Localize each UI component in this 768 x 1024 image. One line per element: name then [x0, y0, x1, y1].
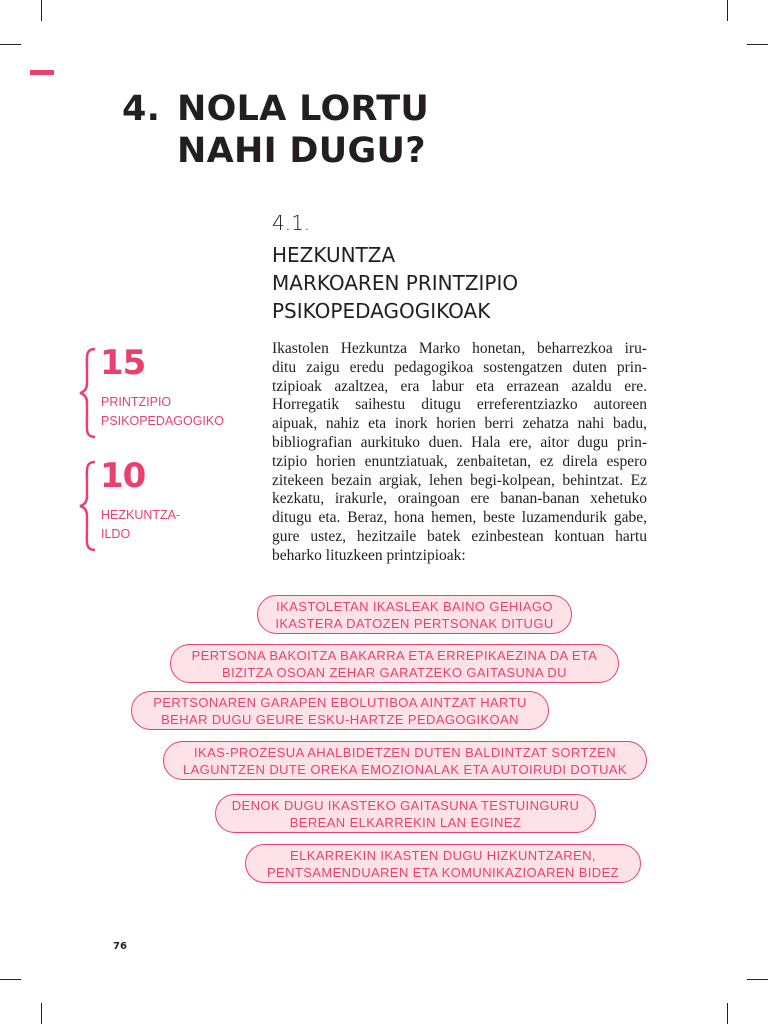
body-line: Horregatik saihestu ditugu erreferentziazko autoreen — [272, 396, 647, 414]
body-line: Ikastolen Hezkuntza Marko honetan, beharrezkoa iru- — [272, 340, 647, 357]
chapter-title-line1: NOLA LORTU — [177, 89, 430, 129]
body-line: gure ustez, hezitzaile batek ezinbestean kontuan hartu — [272, 527, 647, 545]
crop-mark — [727, 1003, 728, 1024]
stat-label-line: HEZKUNTZA- — [101, 508, 181, 522]
pill-line: IKASTERA DATOZEN PERTSONAK DITUGU — [275, 615, 554, 631]
body-line: bibliografian aurkituko duen. Hala ere, aitor dugu prin- — [272, 433, 647, 451]
section-title — [272, 241, 518, 325]
body-paragraph — [272, 340, 647, 566]
crop-mark — [41, 0, 42, 21]
stat-label-line: PRINTZIPIO — [101, 395, 172, 409]
chapter-title-line2: NAHI DUGU? — [177, 131, 426, 171]
pill-line: LAGUNTZEN DUTE OREKA EMOZIONALAK ETA AUTOIRUDI DOTUAK — [182, 761, 627, 777]
section-title-line: HEZKUNTZA — [272, 243, 396, 267]
principle-pill — [131, 691, 549, 730]
stat-value: 15 — [100, 343, 146, 383]
body-line: zitekeen bezain argiak, lehen begi-kolpean, behintzat. Ez — [272, 471, 647, 489]
stat-label — [101, 506, 180, 544]
pill-line: BEHAR DUGU GEURE ESKU-HARTZE PEDAGOGIKOAN — [161, 711, 519, 727]
body-line: tzipioak azaltzea, era labur eta errazean azaldu ere. — [272, 377, 647, 395]
crop-mark — [727, 0, 728, 21]
crop-mark — [747, 44, 768, 45]
brace-icon — [78, 460, 98, 552]
crop-mark — [0, 979, 21, 980]
chapter-title — [122, 88, 429, 172]
pill-line: PENTSAMENDUAREN ETA KOMUNIKAZIOAREN BIDEZ — [266, 864, 620, 880]
pill-line: IKASTOLETAN IKASLEAK BAINO GEHIAGO — [276, 598, 553, 614]
pill-line: DENOK DUGU IKASTEKO GAITASUNA TESTUINGURU — [231, 797, 580, 813]
chapter-number: 4. — [122, 89, 161, 129]
body-line: kezkatu, irakurle, oraingoan ere banan-banan xehetuko — [272, 490, 647, 508]
stat-lines — [78, 456, 248, 550]
pill-line: BEREAN ELKARREKIN LAN EGINEZ — [289, 814, 522, 830]
body-line: ditu zaigu eredu pedagogikoa sostengatzen duten prin- — [272, 358, 647, 376]
pill-line: PERTSONA BAKOITZA BAKARRA ETA ERREPIKAEZINA DA ETA — [191, 647, 598, 663]
body-line: beharko lituzkeen printzipioak: — [272, 546, 466, 564]
pill-line: BIZITZA OSOAN ZEHAR GARATZEKO GAITASUNA DU — [222, 664, 567, 680]
stat-principles — [78, 343, 248, 437]
crop-mark — [0, 44, 21, 45]
pill-line: IKAS-PROZESUA AHALBIDETZEN DUTEN BALDINTZAT SORTZEN — [193, 744, 617, 760]
brace-icon — [78, 347, 98, 439]
stat-label — [101, 393, 224, 431]
crop-mark — [747, 979, 768, 980]
principle-pill — [245, 844, 641, 883]
section-number: 4.1. — [272, 211, 311, 235]
accent-bar — [30, 70, 54, 75]
pill-line: PERTSONAREN GARAPEN EBOLUTIBOA AINTZAT HARTU — [153, 694, 527, 710]
pill-line: ELKARREKIN IKASTEN DUGU HIZKUNTZAREN, — [290, 847, 596, 863]
stat-label-line: ILDO — [101, 527, 131, 541]
principle-pill — [170, 644, 619, 683]
stat-label-line: PSIKOPEDAGOGIKO — [101, 414, 224, 428]
body-line: tzipio horien enuntziatuak, zenbaitetan, ez direla espero — [272, 452, 647, 470]
crop-mark — [41, 1003, 42, 1024]
principle-pill — [215, 794, 596, 833]
principle-pill — [163, 741, 647, 780]
section-title-line: MARKOAREN PRINTZIPIO — [272, 271, 519, 295]
section-title-line: PSIKOPEDAGOGIKOAK — [272, 299, 491, 323]
stat-value: 10 — [100, 456, 146, 496]
body-line: aipuak, nahiz eta inork horien berri zehatza nahi badu, — [272, 415, 647, 433]
principle-pill — [257, 595, 572, 634]
body-line: ditugu eta. Beraz, hona hemen, beste luzamendurik gabe, — [272, 509, 647, 527]
page-number: 76 — [113, 941, 127, 952]
